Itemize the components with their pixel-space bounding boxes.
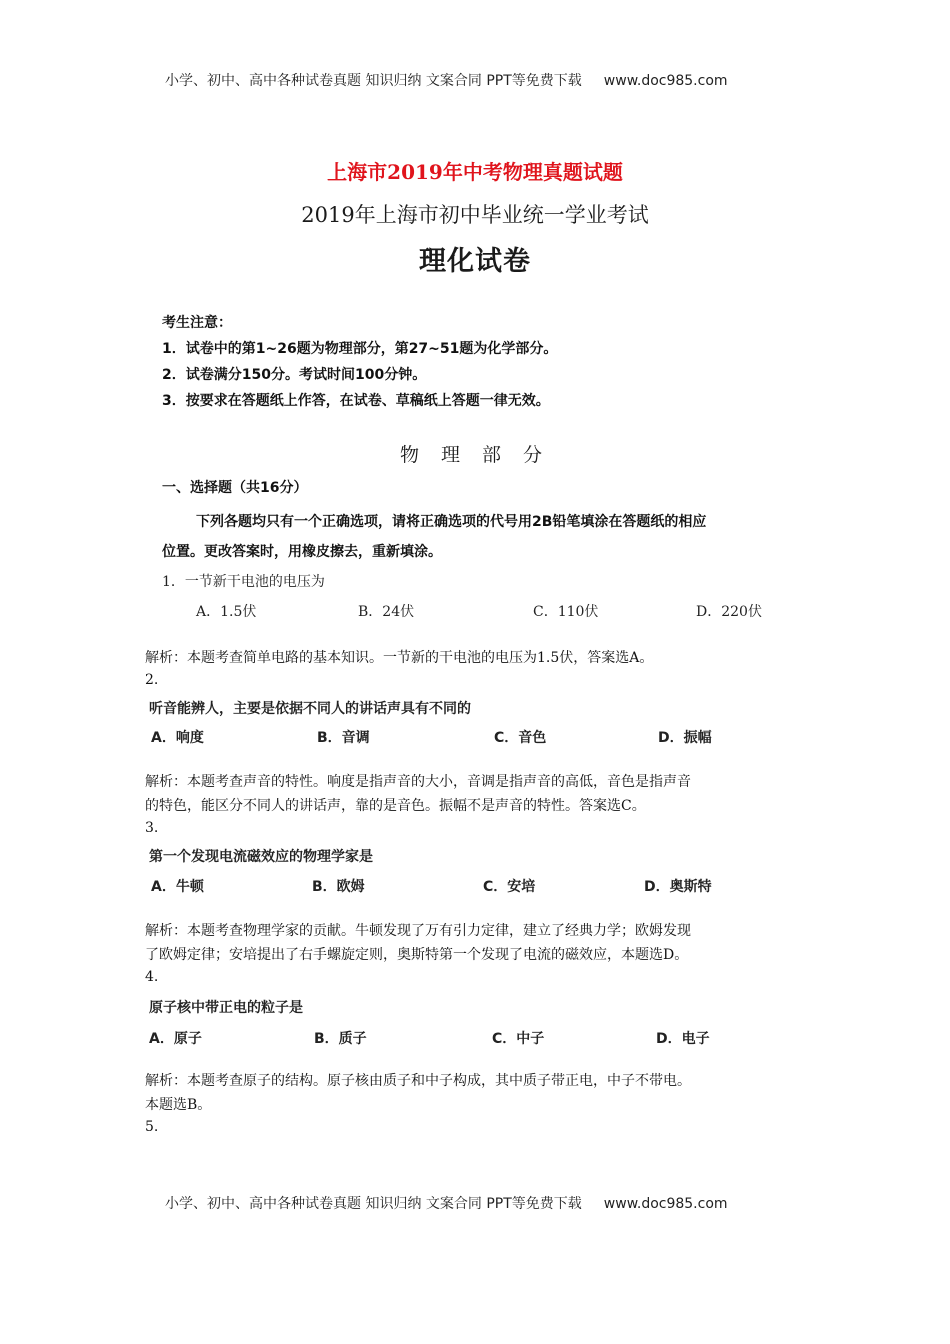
question-stem: 1．一节新干电池的电压为	[162, 574, 325, 590]
option-b: B．欧姆	[312, 879, 365, 895]
option-d: D．振幅	[658, 730, 712, 746]
option-c: C．安培	[483, 879, 536, 895]
instruction-line: 下列各题均只有一个正确选项，请将正确选项的代号用2B铅笔填涂在答题纸的相应	[196, 514, 707, 530]
option-d: D．电子	[656, 1031, 710, 1047]
analysis-text: 解析：本题考查原子的结构。原子核由质子和中子构成，其中质子带正电，中子不带电。	[145, 1073, 691, 1089]
notice-item: 1．试卷中的第1~26题为物理部分，第27~51题为化学部分。	[162, 341, 558, 357]
question-number: 5.	[145, 1119, 159, 1135]
question-number: 2.	[145, 672, 159, 688]
option-d: D．220伏	[696, 604, 762, 620]
option-a: A．原子	[149, 1031, 202, 1047]
exam-title: 2019年上海市初中毕业统一学业考试	[301, 203, 649, 227]
analysis-text: 本题选B。	[145, 1097, 212, 1113]
question-stem: 原子核中带正电的粒子是	[149, 1000, 303, 1016]
header-text: 小学、初中、高中各种试卷真题 知识归纳 文案合同 PPT等免费下载	[165, 73, 582, 89]
question-number: 4.	[145, 969, 159, 985]
notice-item: 2．试卷满分150分。考试时间100分钟。	[162, 367, 427, 383]
option-d: D．奥斯特	[644, 879, 712, 895]
question-stem: 第一个发现电流磁效应的物理学家是	[149, 849, 373, 865]
page-footer	[165, 1193, 728, 1213]
question-number: 3.	[145, 820, 159, 836]
paper-title: 理化试卷	[419, 246, 531, 277]
option-c: C．音色	[494, 730, 547, 746]
option-c: C．110伏	[533, 604, 599, 620]
question-stem: 听音能辨人，主要是依据不同人的讲话声具有不同的	[149, 701, 471, 717]
analysis-text: 了欧姆定律；安培提出了右手螺旋定则，奥斯特第一个发现了电流的磁效应，本题选D。	[145, 947, 689, 963]
document-title: 上海市2019年中考物理真题试题	[327, 160, 623, 184]
instruction-line: 位置。更改答案时，用橡皮擦去，重新填涂。	[162, 544, 442, 560]
analysis-text: 解析：本题考查简单电路的基本知识。一节新的干电池的电压为1.5伏，答案选A。	[145, 650, 654, 666]
notice-heading: 考生注意：	[162, 315, 232, 331]
option-b: B．音调	[317, 730, 370, 746]
section-title: 物理部分	[400, 444, 565, 466]
option-c: C．中子	[492, 1031, 545, 1047]
part-title: 一、选择题（共16分）	[162, 480, 308, 496]
header-site-link[interactable]: www.doc985.com	[603, 73, 728, 89]
option-b: B．24伏	[358, 604, 415, 620]
option-a: A．响度	[151, 730, 204, 746]
option-a: A．1.5伏	[196, 604, 257, 620]
analysis-text: 解析：本题考查声音的特性。响度是指声音的大小，音调是指声音的高低，音色是指声音	[145, 774, 691, 790]
analysis-text: 解析：本题考查物理学家的贡献。牛顿发现了万有引力定律，建立了经典力学；欧姆发现	[145, 923, 691, 939]
footer-text: 小学、初中、高中各种试卷真题 知识归纳 文案合同 PPT等免费下载	[165, 1196, 582, 1212]
option-a: A．牛顿	[151, 879, 204, 895]
option-b: B．质子	[314, 1031, 367, 1047]
footer-site-link[interactable]: www.doc985.com	[603, 1196, 728, 1212]
notice-item: 3．按要求在答题纸上作答，在试卷、草稿纸上答题一律无效。	[162, 393, 550, 409]
page-header	[165, 70, 728, 90]
analysis-text: 的特色，能区分不同人的讲话声，靠的是音色。振幅不是声音的特性。答案选C。	[145, 798, 646, 814]
